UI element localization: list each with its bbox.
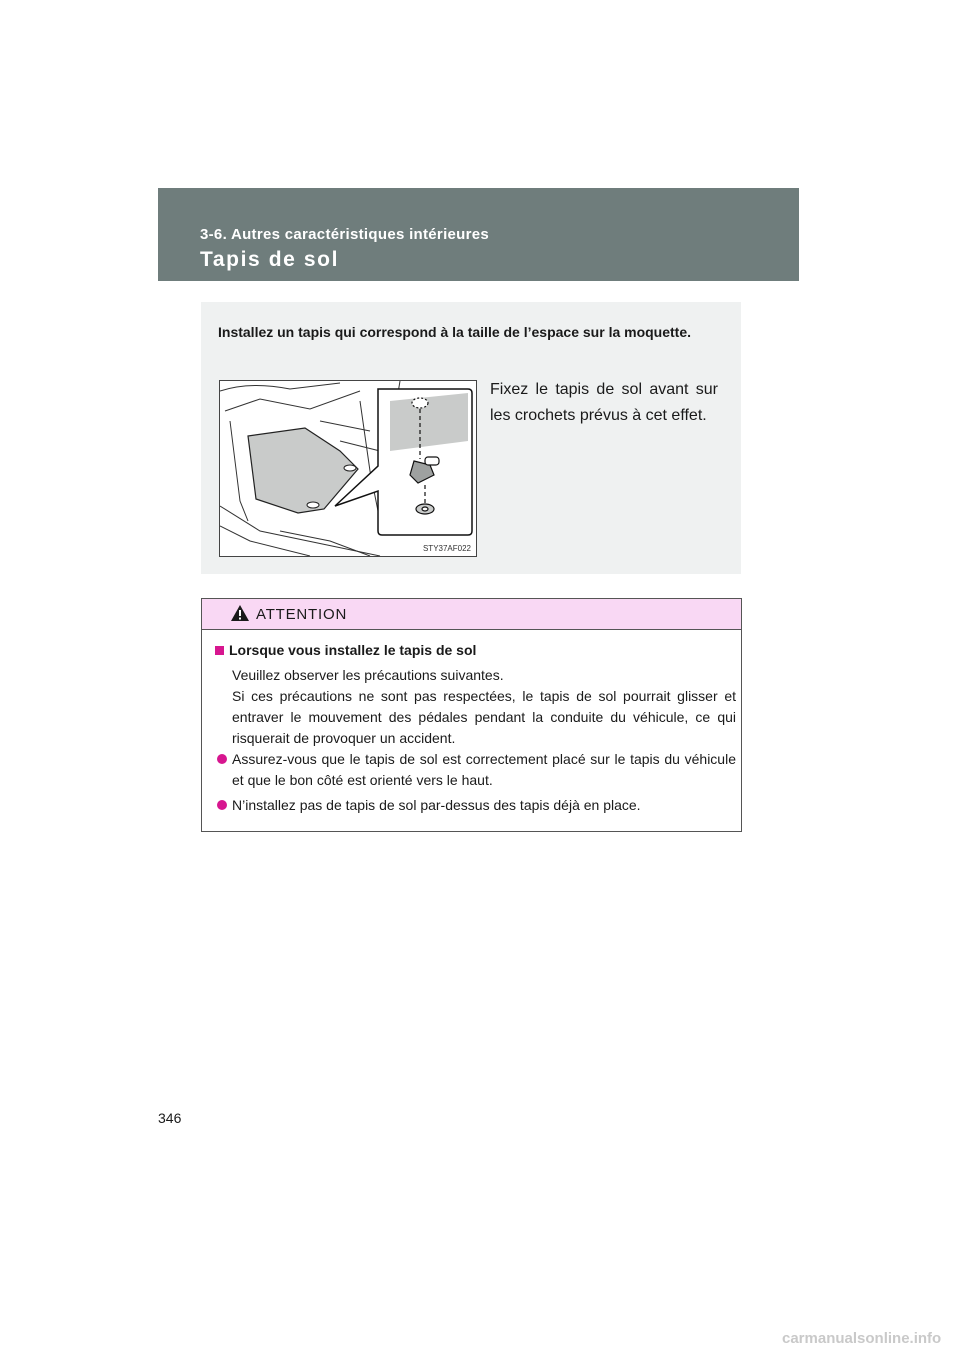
warning-bullet-item (217, 795, 736, 816)
warning-paragraph (232, 665, 736, 749)
warning-bullet-item (217, 749, 736, 791)
round-bullet-icon (217, 754, 227, 764)
floor-mat-drawing (220, 381, 476, 556)
warning-header (202, 599, 741, 630)
warning-paragraph-line: Si ces précautions ne sont pas respectées, le tapis de sol pourrait glisser et entraver le mouvement des pédales pendant la conduite du véhicule, ce qui risquerait de provoquer un accident. (232, 688, 736, 746)
page-title: Tapis de sol (200, 248, 340, 271)
warning-subhead-text: Lorsque vous installez le tapis de sol (229, 642, 477, 658)
page-number: 346 (158, 1110, 182, 1126)
square-bullet-icon (215, 646, 224, 655)
intro-text: Installez un tapis qui correspond à la taille de l’espace sur la moquette. (218, 324, 692, 340)
figure-caption: Fixez le tapis de sol avant sur les crochets prévus à cet effet. (490, 381, 718, 424)
warning-paragraph-line: Veuillez observer les précautions suivantes. (232, 667, 504, 683)
warning-bullet-text: Assurez-vous que le tapis de sol est correctement placé sur le tapis du véhicule et que le bon côté est orienté vers le haut. (232, 751, 736, 788)
warning-title: ATTENTION (256, 606, 348, 623)
round-bullet-icon (217, 800, 227, 810)
warning-subhead (215, 642, 476, 658)
watermark: carmanualsonline.info (782, 1330, 942, 1347)
figure-code: STY37AF022 (422, 544, 471, 553)
floor-mat-illustration (219, 380, 477, 557)
warning-box (201, 598, 742, 832)
section-label: 3-6. Autres caractéristiques intérieures (200, 226, 490, 243)
warning-bullet-text: N’installez pas de tapis de sol par-dessus des tapis déjà en place. (232, 797, 641, 813)
warning-icon (230, 604, 250, 622)
